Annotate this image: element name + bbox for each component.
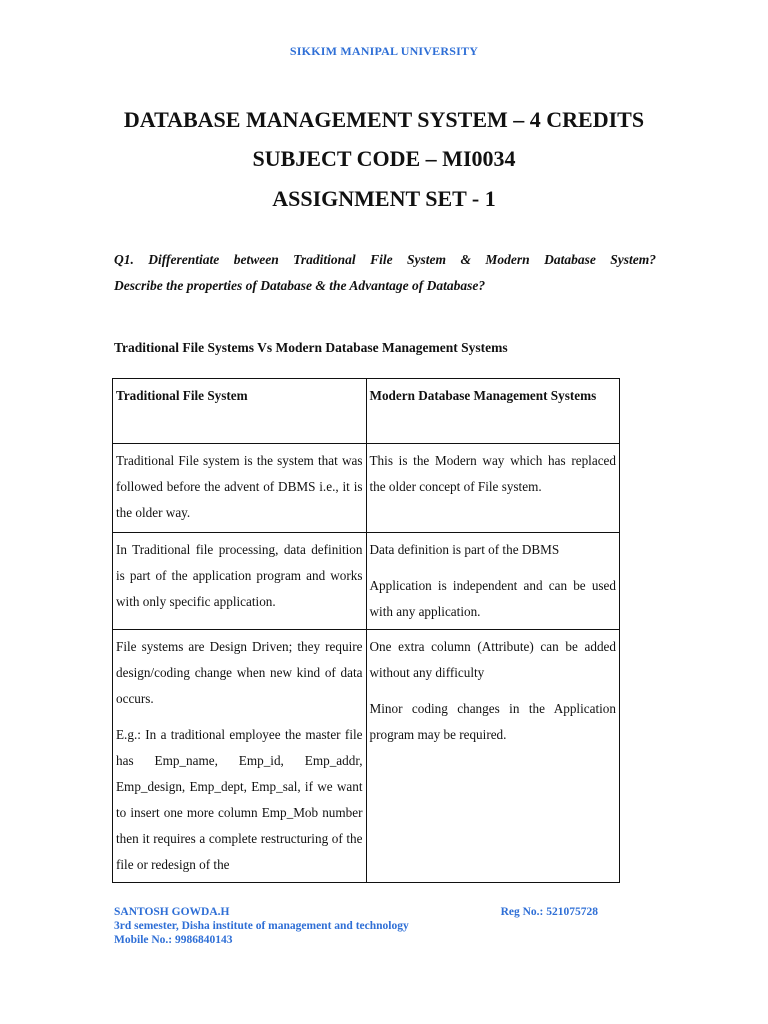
page-footer — [114, 905, 614, 947]
table-header-cell — [113, 379, 367, 444]
cell-text: File systems are Design Driven; they require design/coding change when new kind of data occurs. — [116, 639, 363, 706]
table-header-row — [113, 379, 620, 444]
assignment-set: ASSIGNMENT SET - 1 — [272, 186, 496, 211]
footer-row — [114, 905, 614, 919]
table-cell — [366, 444, 620, 533]
student-name: SANTOSH GOWDA.H — [114, 906, 230, 918]
cell-text: One extra column (Attribute) can be added without any difficulty — [369, 639, 616, 680]
registration-number: Reg No.: 521075728 — [500, 906, 598, 918]
cell-text: Minor coding changes in the Application program may be required. — [369, 701, 616, 742]
university-header: SIKKIM MANIPAL UNIVERSITY — [289, 44, 479, 58]
header-traditional: Traditional File System — [116, 388, 248, 403]
table-cell — [113, 533, 367, 630]
section-heading: Traditional File Systems Vs Modern Database Management Systems — [114, 340, 508, 355]
subject-code: SUBJECT CODE – MI0034 — [252, 146, 516, 171]
document-title: DATABASE MANAGEMENT SYSTEM – 4 CREDITS — [123, 107, 645, 132]
comparison-table — [112, 378, 620, 883]
cell-text: Data definition is part of the DBMS — [369, 542, 560, 557]
table-cell — [366, 533, 620, 630]
question-line-1: Q1. Differentiate between Traditional File System & Modern Database System? — [114, 252, 656, 267]
table-cell — [113, 444, 367, 533]
table-row — [113, 533, 620, 630]
table-cell — [113, 630, 367, 883]
table-header-cell — [366, 379, 620, 444]
table-row — [113, 630, 620, 883]
cell-text: Traditional File system is the system that was followed before the advent of DBMS i.e., it is the older way. — [116, 453, 363, 520]
cell-text: Application is independent and can be used with any application. — [369, 578, 616, 619]
question-line-2: Describe the properties of Database & the Advantage of Database? — [114, 278, 486, 293]
mobile-number: Mobile No.: 9986840143 — [114, 934, 233, 946]
institute-line: 3rd semester, Disha institute of management and technology — [114, 920, 409, 932]
question-block — [114, 247, 656, 299]
table-cell — [366, 630, 620, 883]
header-modern: Modern Database Management Systems — [369, 388, 597, 403]
cell-text: In Traditional file processing, data definition is part of the application program and works with only specific application. — [116, 542, 363, 609]
cell-text: E.g.: In a traditional employee the master file has Emp_name, Emp_id, Emp_addr, Emp_design, Emp_dept, Emp_sal, if we want to insert one more column Emp_Mob number then it requires a complete restructuring of the file or redesign of the — [116, 727, 363, 872]
cell-text: This is the Modern way which has replaced the older concept of File system. — [369, 453, 616, 494]
table-row — [113, 444, 620, 533]
